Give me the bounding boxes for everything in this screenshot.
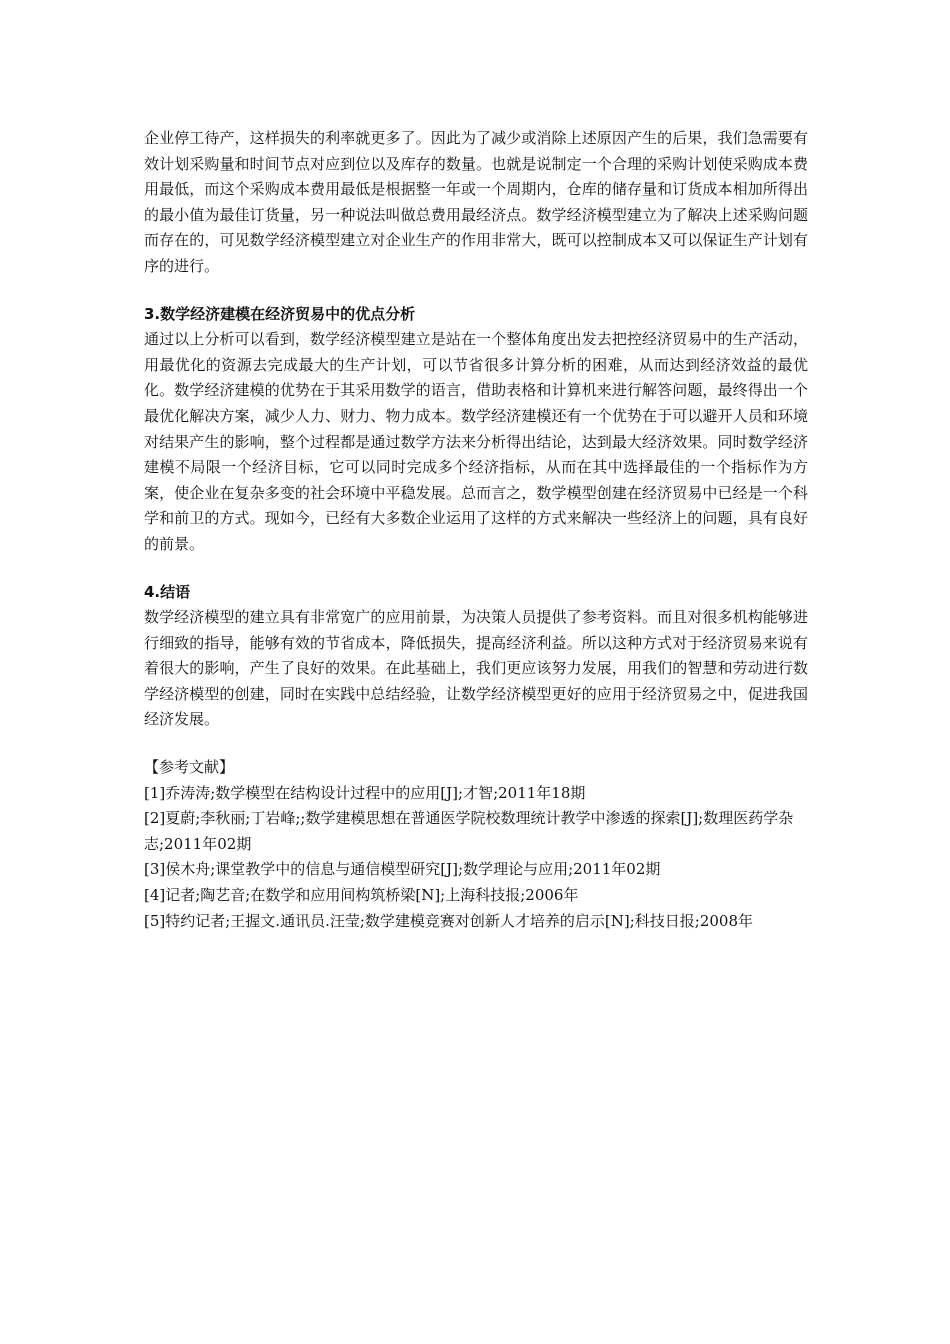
reference-item: [5]特约记者;王握文.通讯员.汪莹;数学建模竞赛对创新人才培养的启示[N];科技日报;2008年: [144, 911, 754, 930]
spacer: [144, 280, 808, 302]
intro-paragraph: 企业停工待产，这样损失的利率就更多了。因此为了减少或消除上述原因产生的后果，我们急需要有效计划采购量和时间节点对应到位以及库存的数量。也就是说制定一个合理的采购计划使采购成本费用最低，而这个采购成本费用最低是根据整一年或一个周期内，仓库的储存量和订货成本相加所得出的最小值为最佳订货量，另一种说法叫做总费用最经济点。数学经济模型建立为了解决上述采购问题而存在的，可见数学经济模型建立对企业生产的作用非常大，既可以控制成本又可以保证生产计划有序的进行。: [144, 129, 808, 275]
reference-item: [4]记者;陶艺音;在数学和应用间构筑桥梁[N];上海科技报;2006年: [144, 886, 579, 905]
reference-item: [1]乔涛涛;数学模型在结构设计过程中的应用[J];才智;2011年18期: [144, 783, 586, 802]
document-page: [144, 126, 808, 934]
spacer: [144, 733, 808, 755]
reference-item: [2]夏蔚;李秋丽;丁岩峰;;数学建模思想在普通医学院校数理统计教学中渗透的探索[J];数理医药学杂志;2011年02期: [144, 809, 794, 853]
section-4-heading: 4.结语: [144, 582, 191, 601]
section-4-body: 数学经济模型的建立具有非常宽广的应用前景，为决策人员提供了参考资料。而且对很多机构能够进行细致的指导，能够有效的节省成本，降低损失，提高经济利益。所以这种方式对于经济贸易来说有着很大的影响，产生了良好的效果。在此基础上，我们更应该努力发展，用我们的智慧和劳动进行数学经济模型的创建，同时在实践中总结经验，让数学经济模型更好的应用于经济贸易之中，促进我国经济发展。: [144, 608, 808, 729]
section-3-body: 通过以上分析可以看到，数学经济模型建立是站在一个整体角度出发去把控经济贸易中的生产活动，用最优化的资源去完成最大的生产计划，可以节省很多计算分析的困难，从而达到经济效益的最优化。数学经济建模的优势在于其采用数学的语言，借助表格和计算机来进行解答问题，最终得出一个最优化解决方案，减少人力、财力、物力成本。数学经济建模还有一个优势在于可以避开人员和环境对结果产生的影响，整个过程都是通过数学方法来分析得出结论，达到最大经济效果。同时数学经济建模不局限一个经济目标，它可以同时完成多个经济指标，从而在其中选择最佳的一个指标作为方案，使企业在复杂多变的社会环境中平稳发展。总而言之，数学模型创建在经济贸易中已经是一个科学和前卫的方式。现如今，已经有大多数企业运用了这样的方式来解决一些经济上的问题，具有良好的前景。: [144, 330, 808, 553]
reference-item: [3]侯木舟;课堂教学中的信息与通信模型研究[J];数学理论与应用;2011年02期: [144, 860, 661, 879]
section-3-heading: 3.数学经济建模在经济贸易中的优点分析: [144, 304, 416, 323]
references-title: 【参考文献】: [144, 758, 235, 777]
spacer: [144, 558, 808, 580]
